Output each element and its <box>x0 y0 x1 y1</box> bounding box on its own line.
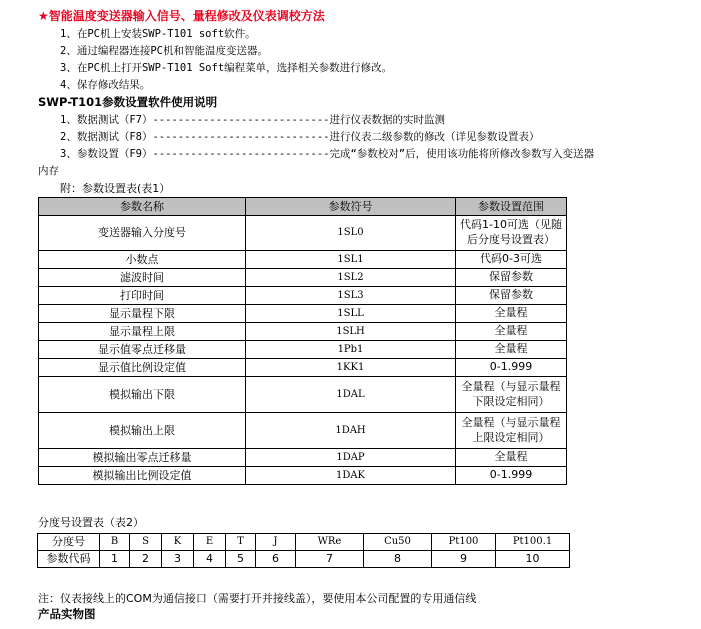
table-row <box>39 323 567 341</box>
table-row <box>39 269 567 287</box>
table-row <box>39 413 567 449</box>
section-heading-text: 智能温度变送器输入信号、量程修改及仪表调校方法 <box>48 9 325 23</box>
table-row <box>39 287 567 305</box>
param-range-cell: 保留参数 <box>456 269 567 287</box>
division-cell: WRe <box>296 534 364 551</box>
table-row <box>39 449 567 467</box>
division-cell: Cu50 <box>364 534 432 551</box>
code-cell: 10 <box>496 551 570 568</box>
parameter-table <box>38 197 567 485</box>
param-symbol-cell: 1KK1 <box>246 359 456 377</box>
table-row <box>39 251 567 269</box>
table1-caption: 附：参数设置表(表1） <box>60 182 171 195</box>
com-note: 注：仪表接线上的COM为通信接口（需要打开并接线盖），要使用本公司配置的专用通信线 <box>38 592 477 605</box>
param-symbol-cell: 1DAL <box>246 377 456 413</box>
table-row <box>39 467 567 485</box>
param-name-cell: 模拟输出比例设定值 <box>39 467 246 485</box>
star-icon: ★ <box>38 9 49 23</box>
division-cell: Pt100 <box>432 534 496 551</box>
param-symbol-cell: 1SL2 <box>246 269 456 287</box>
param-range-cell: 0-1.999 <box>456 467 567 485</box>
param-name-cell: 变送器输入分度号 <box>39 216 246 251</box>
code-cell: 8 <box>364 551 432 568</box>
division-cell: T <box>226 534 256 551</box>
division-cell: B <box>100 534 130 551</box>
step-4: 4、保存修改结果。 <box>60 79 151 91</box>
param-range-cell: 代码0-3可选 <box>456 251 567 269</box>
param-name-cell: 显示值零点迁移量 <box>39 341 246 359</box>
division-cell: S <box>130 534 162 551</box>
param-symbol-cell: 1SLL <box>246 305 456 323</box>
function-f8: 2、数据测试（F8）----------------------------进行仪表二级参数的修改（详见参数设置表） <box>60 131 540 143</box>
param-symbol-cell: 1Pb1 <box>246 341 456 359</box>
header-param-symbol: 参数符号 <box>246 198 456 216</box>
function-f9-wrap: 内存 <box>38 165 59 177</box>
division-cell: Pt100.1 <box>496 534 570 551</box>
product-photo-title: 产品实物图 <box>38 607 96 621</box>
param-range-cell: 全量程（与显示量程下限设定相同） <box>456 377 567 413</box>
header-param-range: 参数设置范围 <box>456 198 567 216</box>
section-heading <box>38 9 325 23</box>
step-1: 1、在PC机上安装SWP-T101 soft软件。 <box>60 28 256 40</box>
param-symbol-cell: 1DAP <box>246 449 456 467</box>
param-symbol-cell: 1SL3 <box>246 287 456 305</box>
param-name-cell: 模拟输出上限 <box>39 413 246 449</box>
param-name-cell: 显示值比例设定值 <box>39 359 246 377</box>
param-range-cell: 全量程 <box>456 305 567 323</box>
division-cell: J <box>256 534 296 551</box>
division-cell: E <box>194 534 226 551</box>
division-row <box>38 534 570 551</box>
code-cell: 3 <box>162 551 194 568</box>
code-cell: 7 <box>296 551 364 568</box>
param-range-cell: 全量程 <box>456 341 567 359</box>
code-cell: 4 <box>194 551 226 568</box>
param-symbol-cell: 1SLH <box>246 323 456 341</box>
param-name-cell: 模拟输出零点迁移量 <box>39 449 246 467</box>
code-row <box>38 551 570 568</box>
code-row-label: 参数代码 <box>38 551 100 568</box>
param-symbol-cell: 1DAH <box>246 413 456 449</box>
param-name-cell: 打印时间 <box>39 287 246 305</box>
param-name-cell: 显示量程上限 <box>39 323 246 341</box>
table-row <box>39 305 567 323</box>
table-row <box>39 359 567 377</box>
param-name-cell: 滤波时间 <box>39 269 246 287</box>
table-row <box>39 216 567 251</box>
code-cell: 6 <box>256 551 296 568</box>
step-3: 3、在PC机上打开SWP-T101 Soft编程菜单，选择相关参数进行修改。 <box>60 62 393 74</box>
step-2: 2、通过编程器连接PC机和智能温度变送器。 <box>60 45 268 57</box>
code-cell: 5 <box>226 551 256 568</box>
function-f7: 1、数据测试（F7）----------------------------进行仪表数据的实时监测 <box>60 114 445 126</box>
param-name-cell: 模拟输出下限 <box>39 377 246 413</box>
table-row <box>39 377 567 413</box>
param-name-cell: 小数点 <box>39 251 246 269</box>
division-cell: K <box>162 534 194 551</box>
code-cell: 1 <box>100 551 130 568</box>
division-row-label: 分度号 <box>38 534 100 551</box>
param-symbol-cell: 1SL1 <box>246 251 456 269</box>
code-cell: 2 <box>130 551 162 568</box>
parameter-table-header <box>39 198 567 216</box>
param-range-cell: 全量程 <box>456 323 567 341</box>
function-f9: 3、参数设置（F9）----------------------------完成“参数校对”后，使用该功能将所修改参数写入变送器 <box>60 148 595 160</box>
param-range-cell: 代码1-10可选（见随后分度号设置表） <box>456 216 567 251</box>
table-row <box>39 341 567 359</box>
code-cell: 9 <box>432 551 496 568</box>
param-range-cell: 0-1.999 <box>456 359 567 377</box>
param-symbol-cell: 1SL0 <box>246 216 456 251</box>
param-symbol-cell: 1DAK <box>246 467 456 485</box>
param-range-cell: 全量程（与显示量程上限设定相同） <box>456 413 567 449</box>
table2-caption: 分度号设置表（表2） <box>38 516 144 529</box>
param-name-cell: 显示量程下限 <box>39 305 246 323</box>
division-table <box>37 533 570 568</box>
manual-title: SWP-T101参数设置软件使用说明 <box>38 95 218 109</box>
param-range-cell: 全量程 <box>456 449 567 467</box>
param-range-cell: 保留参数 <box>456 287 567 305</box>
header-param-name: 参数名称 <box>39 198 246 216</box>
